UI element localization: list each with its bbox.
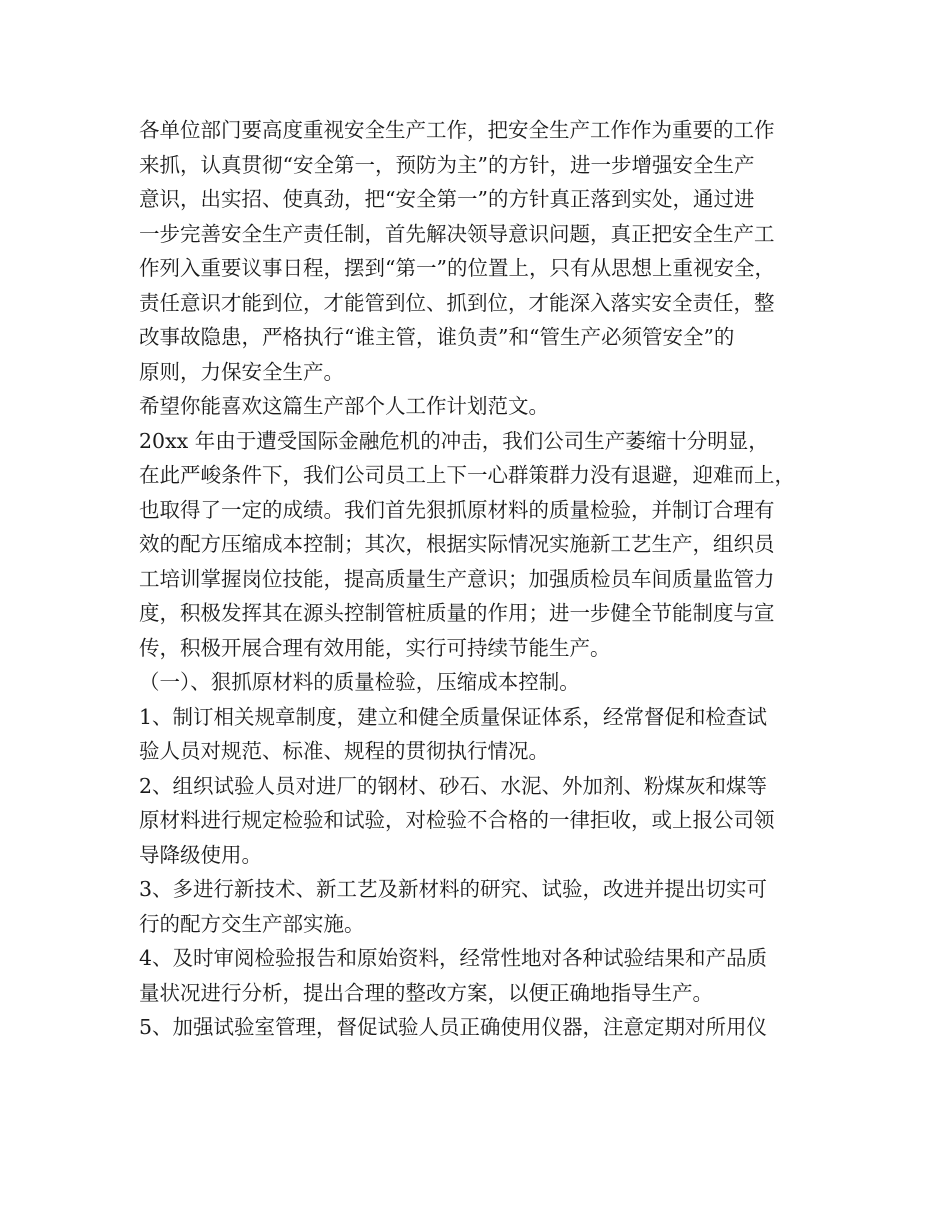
- text-line: 作列入重要议事日程，摆到“第一”的位置上，只有从思想上重视安全，: [139, 256, 775, 280]
- text-line: 责任意识才能到位，才能管到位、抓到位，才能深入落实安全责任，整: [139, 290, 775, 315]
- text-line: 工培训掌握岗位技能，提高质量生产意识；加强质检员车间质量监管力: [139, 566, 775, 591]
- text-line: 意识，出实招、使真劲，把“安全第一”的方针真正落到实处，通过进: [139, 187, 755, 211]
- text-line: 1、制订相关规章制度，建立和健全质量保证体系，经常督促和检查试: [139, 704, 768, 729]
- text-line: 改事故隐患，严格执行“谁主管，谁负责”和“管生产必须管安全”的: [139, 325, 735, 349]
- text-line: 5、加强试验室管理，督促试验人员正确使用仪器，注意定期对所用仪: [139, 1015, 768, 1039]
- text-line: 度，积极发挥其在源头控制管桩质量的作用；进一步健全节能制度与宣: [139, 601, 775, 625]
- text-line: 20xx 年由于遭受国际金融危机的冲击，我们公司生产萎缩十分明显，: [139, 428, 769, 453]
- text-line: 量状况进行分析，提出合理的整改方案，以便正确地指导生产。: [139, 980, 713, 1005]
- text-line: 验人员对规范、标准、规程的贯彻执行情况。: [139, 739, 549, 763]
- section-heading: （一）、狠抓原材料的质量检验，压缩成本控制。: [139, 670, 580, 694]
- text-line: 效的配方压缩成本控制；其次，根据实际情况实施新工艺生产，组织员: [139, 532, 775, 556]
- text-line: 来抓，认真贯彻“安全第一，预防为主”的方针，进一步增强安全生产: [139, 152, 755, 177]
- text-line: 一步完善安全生产责任制，首先解决领导意识问题，真正把安全生产工: [139, 221, 775, 246]
- text-line: 原则，力保安全生产。: [139, 359, 344, 384]
- text-line: 2、组织试验人员对进厂的钢材、砂石、水泥、外加剂、粉煤灰和煤等: [139, 773, 768, 798]
- text-line: 行的配方交生产部实施。: [139, 911, 365, 936]
- text-line: 希望你能喜欢这篇生产部个人工作计划范文。: [139, 394, 549, 418]
- text-line: 4、及时审阅检验报告和原始资料，经常性地对各种试验结果和产品质: [139, 946, 768, 970]
- text-line: 在此严峻条件下，我们公司员工上下一心群策群力没有退避，迎难而上，: [139, 463, 795, 487]
- document-body: [139, 113, 819, 1045]
- text-line: 传，积极开展合理有效用能，实行可持续节能生产。: [139, 635, 611, 660]
- text-line: 3、多进行新技术、新工艺及新材料的研究、试验，改进并提出切实可: [139, 877, 768, 901]
- text-line: 导降级使用。: [139, 842, 262, 867]
- text-line: 各单位部门要高度重视安全生产工作，把安全生产工作作为重要的工作: [139, 118, 775, 142]
- text-line: 原材料进行规定检验和试验，对检验不合格的一律拒收，或上报公司领: [139, 808, 775, 832]
- text-line: 也取得了一定的成绩。我们首先狠抓原材料的质量检验，并制订合理有: [139, 497, 775, 522]
